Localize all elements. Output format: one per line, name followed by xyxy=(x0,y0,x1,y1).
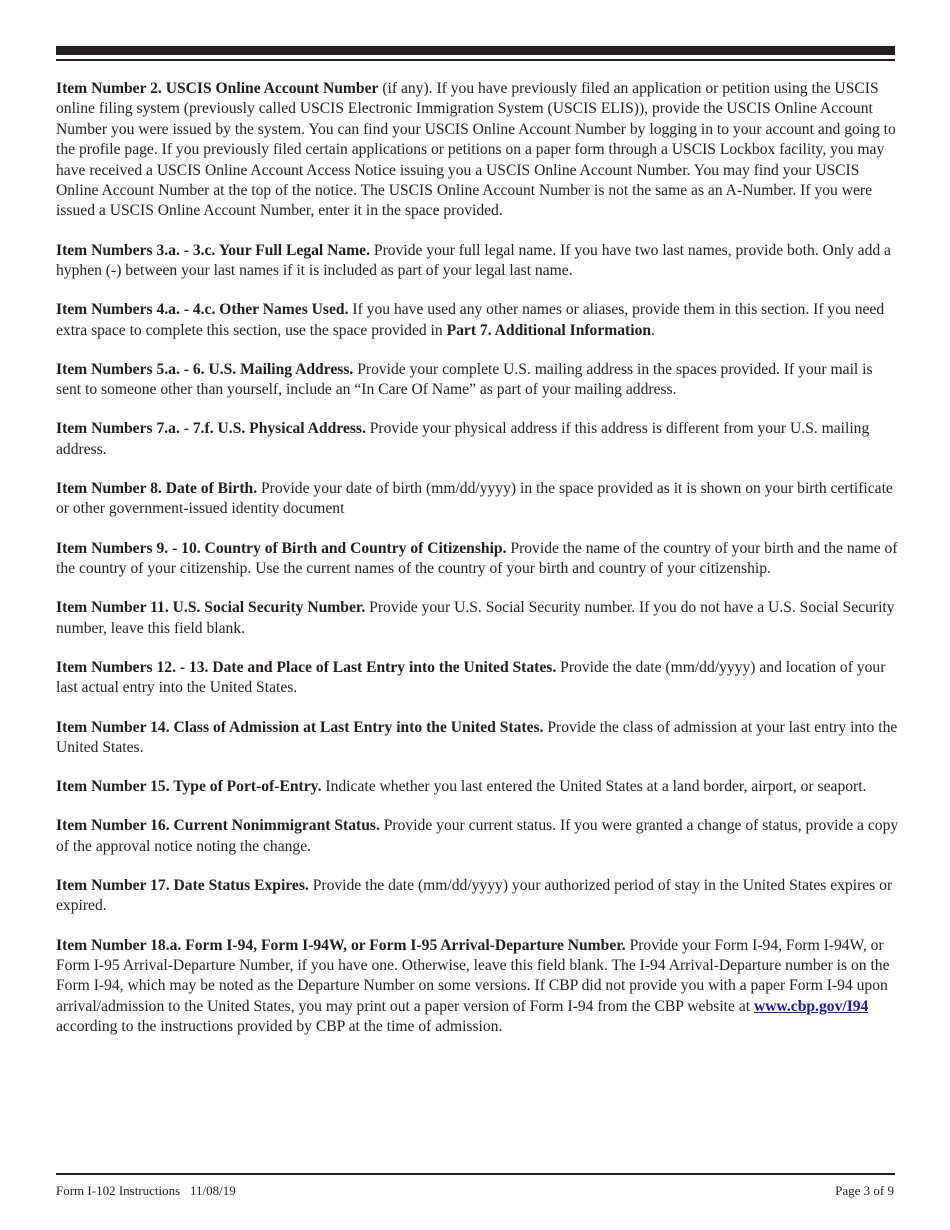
item-text: Provide your full legal name. If you have two last names, provide both. Only add a hyphen (-) between your last names if it is included as part of your legal last name. xyxy=(56,241,891,280)
item-text: Provide the date (mm/dd/yyyy) your authorized period of stay in the United States expires or expired. xyxy=(56,876,893,915)
item-11-paragraph xyxy=(56,598,901,639)
item-heading: Item Number 15. Type of Port-of-Entry. xyxy=(56,778,322,796)
item-12-paragraph xyxy=(56,658,901,699)
item-16-paragraph xyxy=(56,816,901,857)
item-heading: Item Number 11. U.S. Social Security Number. xyxy=(56,599,366,617)
item-text: Provide your current status. If you were granted a change of status, provide a copy of the approval notice noting the change. xyxy=(56,817,899,855)
item-text: Provide the class of admission at your last entry into the United States. xyxy=(56,718,898,756)
item-text: Provide your complete U.S. mailing address in the spaces provided. If your mail is sent to someone other than yourself, include an “In Care Of Name” as part of your mailing address. xyxy=(56,360,873,399)
item-heading: Item Number 17. Date Status Expires. xyxy=(56,876,309,894)
item-4-paragraph xyxy=(56,300,901,341)
header-rule-thick xyxy=(56,46,895,55)
item-text: Provide the date (mm/dd/yyyy) and location of your last actual entry into the United States. xyxy=(56,658,886,697)
item-heading: Item Number 16. Current Nonimmigrant Status. xyxy=(56,817,380,835)
item-heading: Item Number 8. Date of Birth. xyxy=(56,480,258,498)
item-5-paragraph xyxy=(56,360,901,401)
item-heading: Item Number 2. USCIS Online Account Number xyxy=(56,80,379,97)
cbp-i94-link[interactable]: www.cbp.gov/I94 xyxy=(753,997,869,1015)
item-text: Provide your U.S. Social Security number. If you do not have a U.S. Social Security number, leave this field blank. xyxy=(56,599,895,637)
item-heading: Item Number 18.a. Form I-94, Form I-94W, or Form I-95 Arrival-Departure Number. xyxy=(56,936,626,954)
item-heading: Item Numbers 7.a. - 7.f. U.S. Physical Address. xyxy=(56,420,366,438)
item-text: (if any). If you have previously filed an application or petition using the USCIS online filing system (previously called USCIS Electronic Immigration System (USCIS ELIS)), provide the USCIS Online Account Number you were issued by the system. You can find your USCIS Online Account Number by logging in to your account and going to the profile page. If you previously filed certain applications or petitions on a paper form through a USCIS Lockbox facility, you may have received a USCIS Online Account Access Notice issuing you a USCIS Online Account Number. You may find your USCIS Online Account Number at the top of the notice. The USCIS Online Account Number is not the same as an A-Number. If you were issued a USCIS Online Account Number, enter it in the space provided. xyxy=(56,80,896,220)
item-text: Provide your physical address if this address is different from your U.S. mailing address. xyxy=(56,420,870,458)
item-text-tail: according to the instructions provided by CBP at the time of admission. xyxy=(56,1018,503,1036)
item-text: If you have used any other names or aliases, provide them in this section. If you need extra space to complete this section, use the space provided in xyxy=(56,301,885,339)
item-text-tail: . xyxy=(651,321,655,339)
footer-form-name: Form I-102 Instructions 11/08/19 xyxy=(56,1183,236,1198)
footer-rule xyxy=(56,1173,895,1175)
item-heading: Item Numbers 9. - 10. Country of Birth and Country of Citizenship. xyxy=(56,539,507,557)
item-text: Provide your date of birth (mm/dd/yyyy) in the space provided as it is shown on your birth certificate or other government-issued identity document xyxy=(56,480,893,518)
item-9-paragraph xyxy=(56,539,901,580)
item-7-paragraph xyxy=(56,419,901,460)
item-3-paragraph xyxy=(56,241,901,282)
item-17-paragraph xyxy=(56,876,901,917)
item-14-paragraph xyxy=(56,718,901,759)
footer-page-number: Page 3 of 9 xyxy=(835,1183,894,1198)
instructions-body xyxy=(56,79,901,1056)
item-text: Provide the name of the country of your birth and the name of the country of your citizenship. Use the current names of the country of your birth and country of your citizenship. xyxy=(56,539,898,578)
header-rule-thin xyxy=(56,59,895,61)
item-8-paragraph xyxy=(56,479,901,520)
item-text: Indicate whether you last entered the United States at a land border, airport, or seaport. xyxy=(321,778,867,796)
item-heading: Item Numbers 12. - 13. Date and Place of Last Entry into the United States. xyxy=(56,658,557,676)
item-heading: Item Number 14. Class of Admission at Last Entry into the United States. xyxy=(56,718,544,736)
part-7-reference: Part 7. Additional Information xyxy=(446,321,652,339)
item-heading: Item Numbers 4.a. - 4.c. Other Names Used. xyxy=(56,301,349,319)
item-heading: Item Numbers 3.a. - 3.c. Your Full Legal Name. xyxy=(56,241,371,259)
item-heading: Item Numbers 5.a. - 6. U.S. Mailing Address. xyxy=(56,360,354,378)
item-2-paragraph xyxy=(56,79,901,222)
item-18a-paragraph xyxy=(56,936,901,1038)
item-text: Provide your Form I-94, Form I-94W, or Form I-95 Arrival-Departure Number, if you have one. Otherwise, leave this field blank. The I-94 Arrival-Departure number is on the Form I-94, which may be noted as the Departure Number on some versions. If CBP did not provide you with a paper Form I-94 upon arrival/admission to the United States, you may print out a paper version of Form I-94 from the CBP website at xyxy=(56,936,890,1015)
item-15-paragraph xyxy=(56,777,901,797)
